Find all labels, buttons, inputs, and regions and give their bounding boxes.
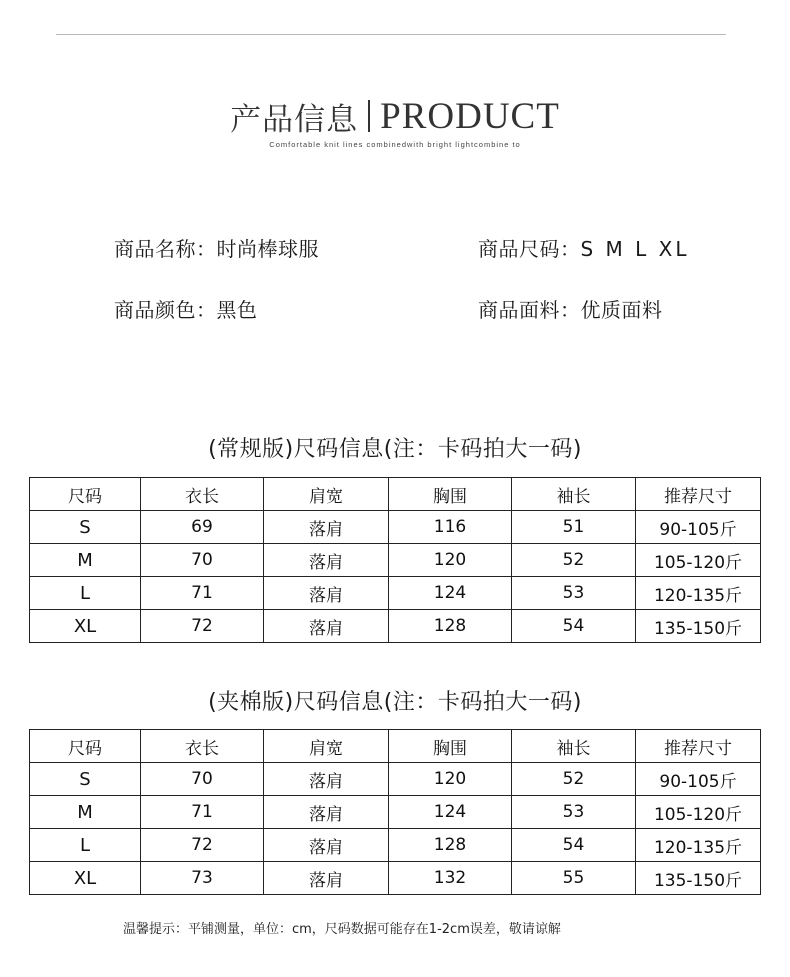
table-cell: 55 xyxy=(512,862,636,895)
product-size-label: 商品尺码： xyxy=(478,237,581,261)
padded-table-title: (夹棉版)尺码信息(注：卡码拍大一码) xyxy=(208,690,582,715)
table-cell: 53 xyxy=(512,796,636,829)
table-row xyxy=(30,577,761,610)
product-color-label: 商品颜色： xyxy=(114,298,217,322)
table-cell: 54 xyxy=(512,610,636,643)
table-cell: M xyxy=(30,544,141,577)
table-cell: 128 xyxy=(389,829,512,862)
product-name-label: 商品名称： xyxy=(114,237,217,261)
table-row xyxy=(30,511,761,544)
table-cell: 71 xyxy=(141,577,264,610)
table-cell: 120 xyxy=(389,544,512,577)
table-cell: XL xyxy=(30,610,141,643)
column-header: 尺码 xyxy=(30,478,141,511)
column-header: 尺码 xyxy=(30,730,141,763)
measurement-footnote: 温馨提示：平铺测量，单位：cm，尺码数据可能存在1-2cm误差，敬请谅解 xyxy=(123,922,561,937)
table-cell: 69 xyxy=(141,511,264,544)
table-cell: L xyxy=(30,577,141,610)
table-cell: 105-120斤 xyxy=(636,544,761,577)
column-header: 衣长 xyxy=(141,730,264,763)
product-color-value: 黑色 xyxy=(216,298,258,322)
column-header: 推荐尺寸 xyxy=(636,730,761,763)
table-cell: 135-150斤 xyxy=(636,610,761,643)
title-separator xyxy=(368,100,370,132)
table-cell: 90-105斤 xyxy=(636,763,761,796)
table-cell: 落肩 xyxy=(264,577,389,610)
page-title xyxy=(230,92,560,140)
table-cell: 53 xyxy=(512,577,636,610)
table-header-row xyxy=(30,730,761,763)
table-cell: XL xyxy=(30,862,141,895)
table-cell: 落肩 xyxy=(264,544,389,577)
table-cell: S xyxy=(30,511,141,544)
product-fabric-value: 优质面料 xyxy=(580,298,663,322)
table-cell: 落肩 xyxy=(264,796,389,829)
table-cell: 116 xyxy=(389,511,512,544)
table-cell: S xyxy=(30,763,141,796)
product-size-info xyxy=(478,233,690,262)
table-cell: 54 xyxy=(512,829,636,862)
top-divider xyxy=(56,34,726,35)
column-header: 胸围 xyxy=(389,478,512,511)
regular-size-table xyxy=(29,477,761,643)
table-cell: L xyxy=(30,829,141,862)
table-cell: 90-105斤 xyxy=(636,511,761,544)
table-cell: 52 xyxy=(512,544,636,577)
product-size-value: S M L XL xyxy=(580,237,690,261)
table-cell: 落肩 xyxy=(264,829,389,862)
table-cell: 落肩 xyxy=(264,511,389,544)
title-chinese: 产品信息 xyxy=(230,101,359,138)
table-cell: 132 xyxy=(389,862,512,895)
product-color-info xyxy=(114,294,258,323)
table-cell: 落肩 xyxy=(264,610,389,643)
table-row xyxy=(30,862,761,895)
table-cell: M xyxy=(30,796,141,829)
column-header: 推荐尺寸 xyxy=(636,478,761,511)
page-header xyxy=(0,92,790,149)
product-name-value: 时尚棒球服 xyxy=(216,237,319,261)
column-header: 衣长 xyxy=(141,478,264,511)
column-header: 袖长 xyxy=(512,730,636,763)
table-cell: 120 xyxy=(389,763,512,796)
padded-size-table xyxy=(29,729,761,895)
table-cell: 73 xyxy=(141,862,264,895)
table-cell: 105-120斤 xyxy=(636,796,761,829)
table-row xyxy=(30,796,761,829)
table-cell: 70 xyxy=(141,763,264,796)
table-cell: 70 xyxy=(141,544,264,577)
table-cell: 落肩 xyxy=(264,763,389,796)
column-header: 肩宽 xyxy=(264,730,389,763)
table-cell: 124 xyxy=(389,577,512,610)
table-cell: 72 xyxy=(141,829,264,862)
table-row xyxy=(30,763,761,796)
table-cell: 120-135斤 xyxy=(636,577,761,610)
page-subtitle: Comfortable knit lines combinedwith bright lightcombine to xyxy=(269,140,521,149)
table-cell: 51 xyxy=(512,511,636,544)
table-cell: 135-150斤 xyxy=(636,862,761,895)
product-name-info xyxy=(114,233,319,262)
table-row xyxy=(30,544,761,577)
column-header: 袖长 xyxy=(512,478,636,511)
column-header: 肩宽 xyxy=(264,478,389,511)
table-cell: 124 xyxy=(389,796,512,829)
table-cell: 71 xyxy=(141,796,264,829)
product-fabric-info xyxy=(478,294,663,323)
table-cell: 72 xyxy=(141,610,264,643)
title-english: PRODUCT xyxy=(380,95,560,137)
table-cell: 128 xyxy=(389,610,512,643)
table-cell: 落肩 xyxy=(264,862,389,895)
column-header: 胸围 xyxy=(389,730,512,763)
table-cell: 120-135斤 xyxy=(636,829,761,862)
table-header-row xyxy=(30,478,761,511)
regular-table-title: (常规版)尺码信息(注：卡码拍大一码) xyxy=(208,437,582,462)
table-cell: 52 xyxy=(512,763,636,796)
table-row xyxy=(30,610,761,643)
table-row xyxy=(30,829,761,862)
product-fabric-label: 商品面料： xyxy=(478,298,581,322)
